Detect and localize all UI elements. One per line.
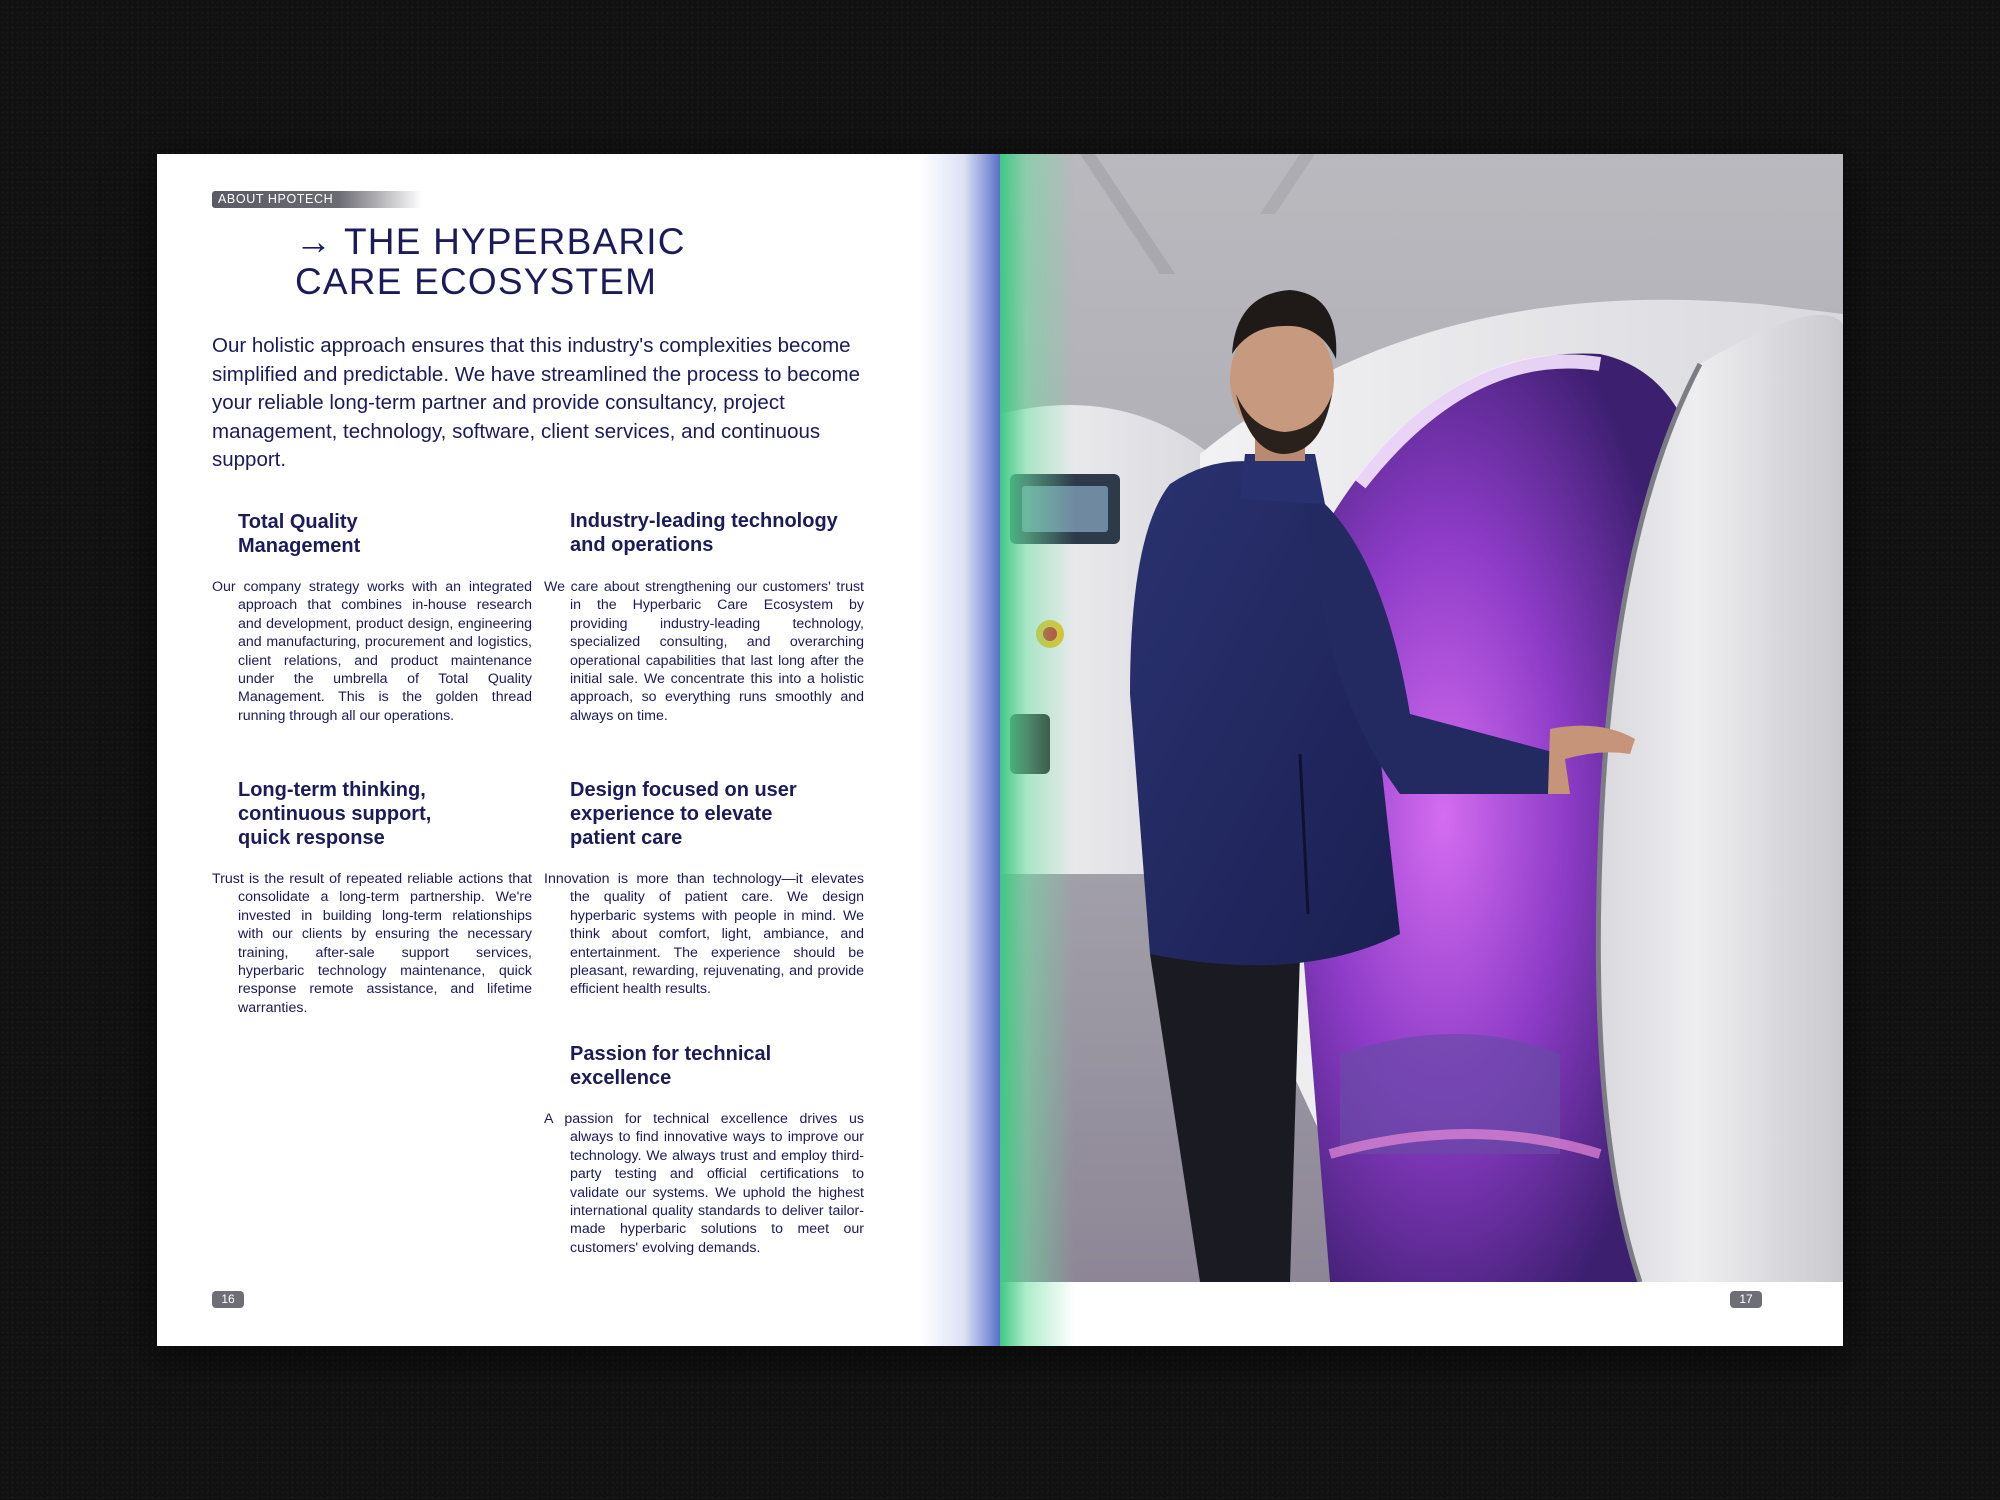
left-page bbox=[157, 154, 1000, 1346]
person-at-hyperbaric-chamber-photo bbox=[1000, 154, 1843, 1282]
heading-line: and operations bbox=[570, 534, 714, 556]
brochure-spread bbox=[157, 154, 1843, 1346]
block-heading bbox=[570, 778, 864, 850]
page-number-left: 16 bbox=[212, 1291, 244, 1308]
heading-line: Industry-leading technology bbox=[570, 510, 838, 532]
title-line-1: → THE HYPERBARIC bbox=[295, 221, 686, 262]
block-technical-excellence bbox=[544, 1042, 864, 1257]
page-number-right: 17 bbox=[1730, 1291, 1762, 1308]
heading-line: experience to elevate bbox=[570, 803, 773, 825]
intro-paragraph: Our holistic approach ensures that this industry's complexities become simplified and predictable. We have streamlined the process to become your reliable long-term partner and provide consultancy, project management, technology, software, client services, and continuous support. bbox=[212, 334, 860, 471]
block-total-quality bbox=[212, 510, 532, 725]
block-body: Our company strategy works with an integrated approach that combines in-house research and development, product design, engineering and manufacturing, procurement and logistics, client relations, and product maintenance under the umbrella of Total Quality Management. This is the golden thread running through all our operations. bbox=[212, 579, 532, 724]
title-line-2: CARE ECOSYSTEM bbox=[295, 261, 658, 302]
block-technology bbox=[544, 509, 864, 725]
heading-line: excellence bbox=[570, 1067, 672, 1089]
block-body: A passion for technical excellence drives us always to find innovative ways to improve our technology. We always trust and employ third-party testing and official certifications to validate our systems. We uphold the highest international quality standards to deliver tailor-made hyperbaric solutions to meet our customers' evolving demands. bbox=[544, 1111, 864, 1256]
right-page bbox=[1000, 154, 1843, 1346]
block-body: Innovation is more than technology—it elevates the quality of patient care. We design hyperbaric systems with people in mind. We think about comfort, light, ambiance, and entertainment. The experience should be pleasant, rewarding, rejuvenating, and provide efficient health results. bbox=[544, 871, 864, 998]
block-body: Trust is the result of repeated reliable actions that consolidate a long-term partnership. We're invested in building long-term relationships with our clients by ensuring the necessary training, after-sale support services, hyperbaric technology maintenance, quick response remote assistance, and lifetime warranties. bbox=[212, 871, 532, 1016]
heading-line: patient care bbox=[570, 827, 683, 849]
heading-line: continuous support, bbox=[238, 803, 432, 825]
heading-line: Design focused on user bbox=[570, 779, 797, 801]
heading-line: Management bbox=[238, 535, 361, 557]
block-heading bbox=[570, 509, 864, 557]
block-body: We care about strengthening our customers' trust in the Hyperbaric Care Ecosystem by providing industry-leading technology, specialized consulting, and overarching operational capabilities that last long after the initial sale. We concentrate this into a holistic approach, so everything runs smoothly and always on time. bbox=[544, 579, 864, 724]
spine-gradient-right bbox=[1000, 154, 1075, 1346]
heading-line: Long-term thinking, bbox=[238, 779, 426, 801]
block-heading bbox=[238, 778, 532, 850]
block-heading bbox=[570, 1042, 864, 1090]
block-heading bbox=[238, 510, 532, 558]
block-design bbox=[544, 778, 864, 999]
section-tag: ABOUT HPOTECH bbox=[212, 191, 422, 208]
heading-line: quick response bbox=[238, 827, 385, 849]
heading-line: Passion for technical bbox=[570, 1043, 772, 1065]
page-title bbox=[295, 222, 895, 302]
heading-line: Total Quality bbox=[238, 511, 358, 533]
block-long-term bbox=[212, 778, 532, 1017]
spine-gradient-left bbox=[920, 154, 1000, 1346]
